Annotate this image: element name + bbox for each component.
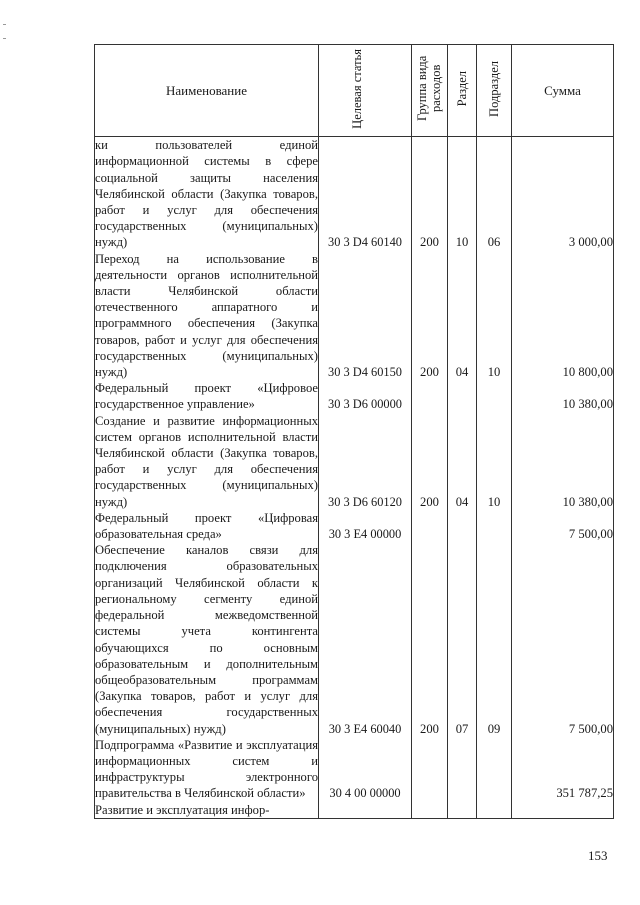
row-code: 30 3 D4 60150	[319, 251, 412, 381]
row-section	[448, 380, 477, 412]
header-name: Наименование	[95, 45, 319, 137]
row-group	[412, 510, 448, 542]
row-name: ки пользователей единой информационной системы в сфере социальной защиты населения Челябинской области (Закупка товаров, работ и услуг для обеспечения государственных (муниципальных) нужд)	[95, 138, 318, 250]
header-group	[412, 45, 448, 137]
row-subsection	[477, 380, 512, 412]
header-group-label: Группа вида расходов	[414, 55, 443, 122]
row-group: 200	[412, 137, 448, 251]
row-subsection: 06	[477, 137, 512, 251]
row-section	[448, 802, 477, 819]
row-group	[412, 380, 448, 412]
row-sum: 10 380,00	[512, 380, 614, 412]
row-code	[319, 802, 412, 819]
row-sum: 351 787,25	[512, 737, 614, 802]
row-section: 04	[448, 251, 477, 381]
row-sum: 7 500,00	[512, 510, 614, 542]
row-group: 200	[412, 251, 448, 381]
row-subsection	[477, 510, 512, 542]
table-header-row	[95, 45, 614, 137]
header-subsection-label: Подраздел	[487, 60, 501, 117]
row-section	[448, 510, 477, 542]
table-row	[95, 413, 614, 510]
row-code: 30 3 D6 00000	[319, 380, 412, 412]
row-code: 30 3 E4 00000	[319, 510, 412, 542]
row-subsection	[477, 802, 512, 819]
header-section	[448, 45, 477, 137]
page-number: 153	[588, 848, 608, 863]
row-section: 10	[448, 137, 477, 251]
header-code	[319, 45, 412, 137]
row-subsection: 10	[477, 413, 512, 510]
table-row	[95, 380, 614, 412]
row-name: Создание и развитие информационных систем органов исполнительной власти Челябинской области (Закупка товаров, работ и услуг для обеспечения государственных (муниципальных) нужд)	[95, 413, 318, 509]
table-row	[95, 542, 614, 736]
row-code: 30 3 E4 60040	[319, 542, 412, 736]
row-group	[412, 802, 448, 819]
row-code: 30 4 00 00000	[319, 737, 412, 802]
row-name: Развитие и эксплуатация инфор-	[95, 802, 319, 819]
row-name: Переход на использование в деятельности органов исполнительной власти Челябинской области отечественного аппаратного и программного обеспечения (Закупка товаров, работ и услуг для обеспечения государственных (муниципальных) нужд)	[95, 251, 318, 380]
row-sum: 10 380,00	[512, 413, 614, 510]
row-section	[448, 737, 477, 802]
table-row	[95, 251, 614, 381]
row-code: 30 3 D4 60140	[319, 137, 412, 251]
row-subsection	[477, 737, 512, 802]
row-name: Федеральный проект «Цифровое государственное управление»	[95, 381, 318, 412]
table-row	[95, 737, 614, 802]
row-subsection: 10	[477, 251, 512, 381]
row-name: Федеральный проект «Цифровая образовательная среда»	[95, 510, 318, 542]
header-subsection	[477, 45, 512, 137]
row-section: 07	[448, 542, 477, 736]
row-sum: 7 500,00	[512, 542, 614, 736]
row-sum	[512, 802, 614, 819]
row-group: 200	[412, 413, 448, 510]
row-sum: 3 000,00	[512, 137, 614, 251]
row-code: 30 3 D6 60120	[319, 413, 412, 510]
table-row	[95, 137, 614, 251]
header-sum: Сумма	[512, 45, 614, 137]
row-name: Обеспечение каналов связи для подключения образовательных организаций Челябинской области к региональному сегменту единой федеральной межведомственной системы учета контингента обучающихся по основным образовательным и дополнительным общеобразовательным программам (Закупка товаров, работ и услуг для обеспечения государственных (муниципальных) нужд)	[95, 543, 318, 736]
row-subsection: 09	[477, 542, 512, 736]
budget-table	[94, 44, 614, 819]
row-section: 04	[448, 413, 477, 510]
table-row	[95, 802, 614, 819]
header-section-label: Раздел	[455, 70, 469, 107]
row-sum: 10 800,00	[512, 251, 614, 381]
scan-mark	[3, 38, 6, 39]
header-code-label: Целевая статья	[350, 48, 364, 129]
row-name: Подпрограмма «Развитие и эксплуатация информационных систем и инфраструктуры электронного правительства в Челябинской области»	[95, 737, 318, 801]
row-group: 200	[412, 542, 448, 736]
scan-mark	[3, 24, 6, 25]
table-row	[95, 510, 614, 542]
row-group	[412, 737, 448, 802]
